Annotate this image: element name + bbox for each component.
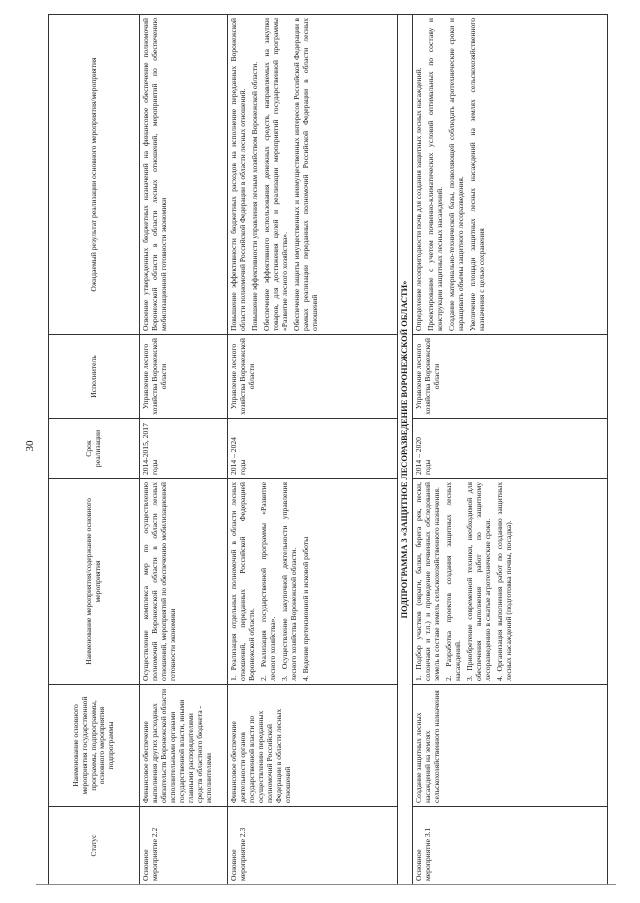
header-term: Срок реализации [49,419,140,479]
row-content [140,479,228,685]
program-table [48,14,608,885]
result-paragraph: Определение лесопригодности почв для создания защитных лесных насаждений. [414,67,423,331]
row-result [413,15,608,335]
row-executor: Управление лесного хозяйства Воронежской области [140,335,228,419]
content-paragraph: Осуществление комплекса мер по осуществлению полномочий Воронежской области в области лесных отношений, мероприятий по обеспечению мобилизационной готовности экономики [141,482,177,681]
row-status: Основное мероприятие 2.3 [228,807,398,885]
subprogram-title: ПОДПРОГРАММА 3 «ЗАЩИТНОЕ ЛЕСОРАЗВЕДЕНИЕ ВОРОНЕЖСКОЙ ОБЛАСТИ» [398,15,413,885]
page-number: 30 [24,440,36,452]
page-bottom-rule [36,884,616,885]
table-row [413,15,608,885]
result-paragraph: Проектирование с учетом почвенно-климатических условий оптимальных по составу и конструкции защитных лесных насаждений. [425,18,444,331]
header-name: Наименование основного мероприятия государственной программы, подпрограммы, основного мероприятия подпрограммы [49,685,140,807]
header-content: Наименование мероприятия/содержание основного мероприятия [49,479,140,685]
header-status: Статус [49,807,140,885]
content-paragraph: 1. Подбор участков (овраги, балки, берега рек, пески, солончаки и т.п.) и проведение почвенных обследований земель в составе земель сельскохозяйственного назначения. [414,482,441,681]
row-result [228,15,398,335]
result-paragraph: Повышение эффективности управления лесным хозяйством Воронежской области. [249,61,259,331]
result-paragraph: Обеспечение защиты имущественных и неимущественных интересов Российской Федерации в рамках реализации переданных полномочий Российской Федерации в области лесных отношений [291,18,319,331]
row-executor: Управление лесного хозяйства Воронежской области [413,335,608,419]
row-name: Финансовое обеспечение выполнения других расходных обязательств Воронежской области исполнительными органами государственной власти, иными главными распорядителями средств областного бюджета - исполнителями [140,685,228,807]
table-row [228,15,398,885]
subprogram-row [398,15,413,885]
header-row [49,15,140,885]
content-paragraph: 2. Разработка проектов создания защитных лесных насаждений. [443,482,462,681]
row-executor: Управление лесного хозяйства Воронежской области [228,335,398,419]
header-executor: Исполнитель [49,335,140,419]
row-content [413,479,608,685]
rotated-page [48,15,608,885]
result-paragraph: Создание материально-технической базы, позволяющей соблюдать агротехнические сроки и наращивать объемы защитного лесоразведения. [446,18,465,331]
header-result: Ожидаемый результат реализации основного мероприятия/мероприятия [49,15,140,335]
row-content [228,479,398,685]
content-paragraph: 2. Реализация государственной программы «Развитие лесного хозяйства». [258,482,277,681]
row-term: 2014 – 2024 годы [228,419,398,479]
content-paragraph: 1. Реализация отдельных полномочий в области лесных отношений, переданных Российской Федерацией Воронежской области. [229,482,256,681]
row-name: Создание защитных лесных насаждений на землях сельскохозяйственного назначения [413,685,608,807]
row-status: Основное мероприятие 2.2 [140,807,228,885]
content-paragraph: 3. Осуществление закупочной деятельности управления лесного хозяйства Воронежской области. [279,482,298,681]
content-paragraph: 4. Ведение претензионной и исковой работы [300,536,310,681]
result-paragraph: Освоение утвержденных бюджетных назначений на финансовое обеспечение полномочий Воронежской области в области лесных отношений, мероприятий по обеспечению мобилизационной готовности экономики [141,18,168,331]
row-term: 2014 – 2020 годы [413,419,608,479]
table-row [140,15,228,885]
row-status: Основное мероприятие 3.1 [413,807,608,885]
result-paragraph: Обеспечение эффективного использования денежных средств, направляемых на закупки товаров, для достижения целей и реализации мероприятий государственной программы «Развитие лесного хозяйства». [261,18,289,331]
result-paragraph: Повышение эффективности бюджетных расходов на исполнение переданных Воронежской области полномочий Российской Федерации в области лесных отношений. [229,18,247,331]
row-name: Финансовое обеспечение деятельности органов государственной власти по осуществлению переданных полномочий Российской Федерации в области лесных отношений [228,685,398,807]
content-paragraph: 3. Приобретение современной техники, необходимой для обеспечения выполнения работ по защитному лесоразведению в сжатые агротехнические сроки. [464,482,492,681]
row-result [140,15,228,335]
row-term: 2014-2015, 2017 годы [140,419,228,479]
result-paragraph: Увеличение площади защитных лесных насаждений на землях сельскохозяйственного назначения с целью сохранения [467,18,486,331]
content-paragraph: 4. Организация выполнения работ по созданию защитных лесных насаждений (подготовка почвы, посадка). [494,482,513,681]
